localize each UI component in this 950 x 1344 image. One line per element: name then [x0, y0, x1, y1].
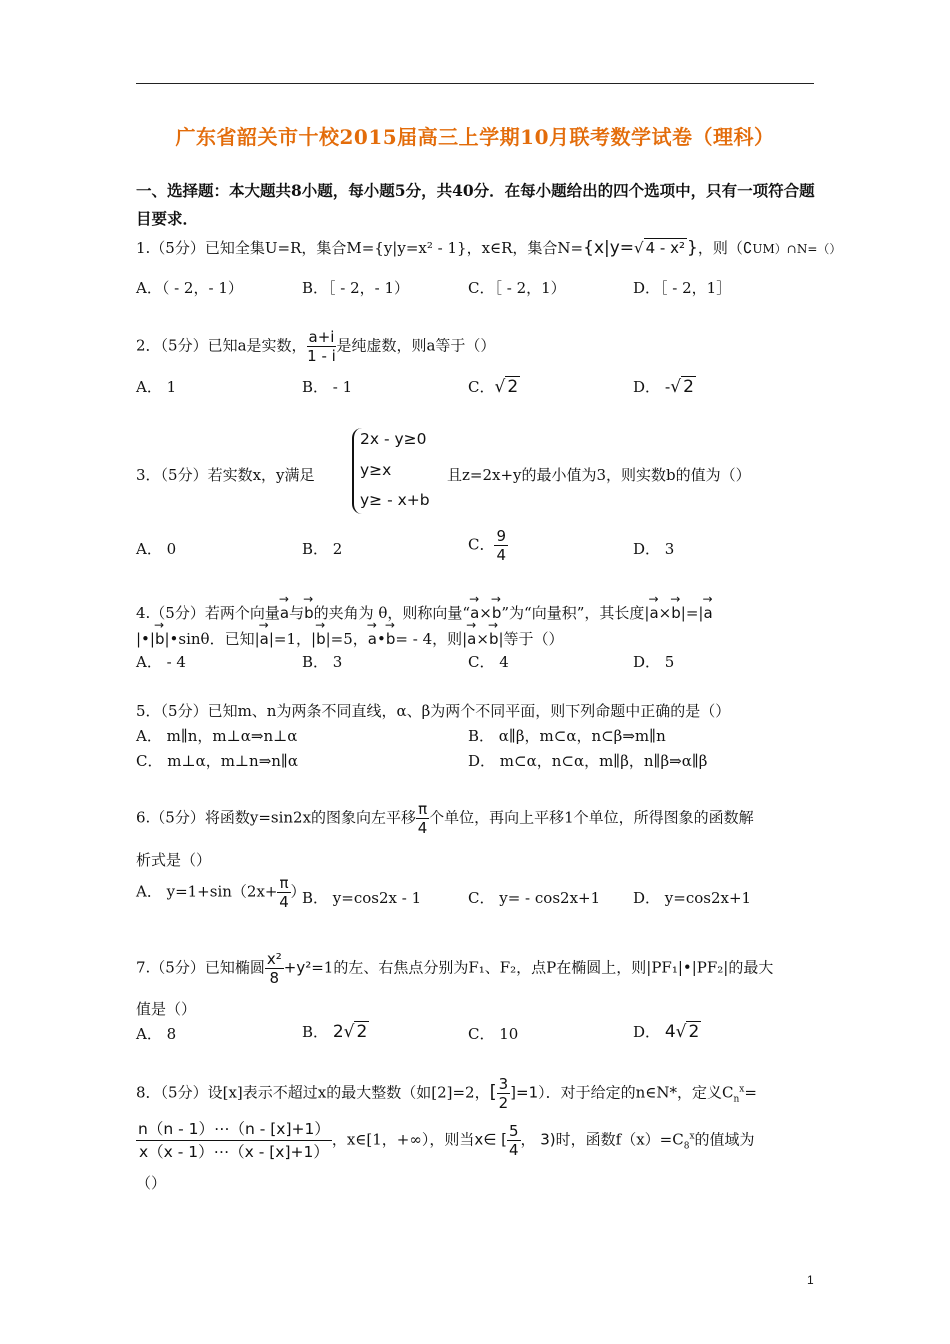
q8-text-f: 的值域为 — [694, 1130, 755, 1149]
q5-text: 5．（5分）已知m、n为两条不同直线，α、β为两个不同平面，则下列命题中正确的是（） — [136, 702, 731, 720]
q6-option-a-den: 4 — [279, 893, 289, 911]
q1-sqrt: √ 4 - x² — [634, 239, 685, 257]
q2-fraction — [307, 328, 337, 365]
q4-vec-b-7: → b — [489, 624, 499, 648]
q2-option-c — [468, 376, 520, 397]
q8-ex-open: [ — [489, 1081, 497, 1103]
q4-dot: • — [377, 630, 386, 648]
q3-system-line-1: 2x - y≥0 — [360, 430, 427, 448]
q4-vec-b-2: → b — [492, 598, 502, 622]
q4-text-1b: 与 — [289, 604, 305, 622]
q3-system-line-3: y≥ - x+b — [360, 491, 430, 509]
page-number: 1 — [807, 1273, 814, 1287]
q2-option-c-label: C． — [468, 378, 495, 396]
q6-frac-den: 4 — [417, 819, 428, 837]
q8-sub-8: 8 — [683, 1141, 690, 1152]
q2-option-b: B． - 1 — [302, 378, 353, 396]
q7-option-c: C． 10 — [468, 1025, 519, 1043]
q8-int-den: 4 — [508, 1141, 519, 1159]
q7-option-b-coef: 2 — [332, 1022, 344, 1042]
q4-vec-b: → b — [304, 598, 314, 622]
section-header: 一、选择题：本大题共8小题，每小题5分，共40分．在每小题给出的四个选项中，只有一项符合题目要求． — [136, 181, 815, 228]
q2-option-c-sqrt: √ 2 — [494, 377, 519, 397]
q7-option-d-label: D． — [633, 1023, 661, 1041]
q6-option-a-pre: A． y=1+sin（2x+ — [136, 882, 278, 901]
q3-system-line-2: y≥x — [360, 461, 392, 479]
q6-option-d: D． y=cos2x+1 — [633, 889, 752, 907]
q4-text-2h: |等于（） — [498, 630, 564, 648]
question-4-line-2 — [136, 624, 564, 649]
q4-text-2a: |•| — [136, 630, 155, 648]
q7-frac-den: 8 — [269, 969, 280, 987]
header-rule — [136, 83, 814, 84]
q4-vec-a-5: → a — [260, 624, 269, 648]
q7-frac-num: x² — [266, 950, 282, 968]
q8-sup-x-2: x — [689, 1131, 695, 1142]
q3-option-c-num: 9 — [496, 527, 507, 545]
q1-option-c: C．［ - 2，1） — [468, 279, 566, 297]
q8-int-num: 5 — [508, 1122, 519, 1140]
q2-option-d-radicand: 2 — [683, 377, 694, 397]
q4-text-2f: = - 4，则| — [395, 630, 468, 648]
q4-option-d: D． 5 — [633, 653, 675, 671]
q5-option-b: B． α∥β，m⊂α，n⊂β⇒m∥n — [468, 727, 666, 745]
question-8-line-2 — [136, 1118, 755, 1163]
q7-option-b — [302, 1021, 369, 1042]
q6-fraction — [416, 800, 429, 837]
q8-ex-den: 2 — [498, 1094, 509, 1112]
q1-radicand: 4 - x² — [645, 239, 685, 257]
question-8-line-1 — [136, 1075, 757, 1112]
q5-option-a: A． m∥n，m⊥α⇒n⊥α — [136, 727, 298, 745]
q4-vec-a: → a — [280, 598, 289, 622]
q6-option-c: C． y= - cos2x+1 — [468, 889, 601, 907]
question-2 — [136, 328, 495, 365]
q7-fraction — [265, 950, 284, 987]
q3-option-b: B． 2 — [302, 540, 343, 558]
q6-text-c: 析式是（） — [136, 851, 212, 869]
q2-frac-den: 1 - i — [307, 347, 336, 365]
q8-example-fraction — [497, 1075, 511, 1112]
q4-vec-a-2: → a — [470, 598, 479, 622]
q1-text-a: 1.（5分）已知全集U=R，集合M={y|y=x² - 1}，x∈R，集合N= — [136, 239, 584, 257]
q8-text-c: = — [744, 1083, 757, 1102]
q4-option-a: A． - 4 — [136, 653, 186, 671]
q7-option-d-coef: 4 — [664, 1022, 676, 1042]
q1-text-c: UM）∩N=（） — [752, 242, 842, 256]
q3-option-c-fraction — [494, 527, 508, 564]
q8-ex-close: ]=1 — [510, 1083, 539, 1102]
q2-option-d — [633, 376, 696, 397]
q4-times-2: × — [658, 604, 672, 622]
q5-option-d: D． m⊂α，n⊂α，m∥β，n∥β⇒α∥β — [468, 752, 708, 770]
q2-option-a: A． 1 — [136, 378, 177, 396]
q1-option-b: B．［ - 2，- 1） — [302, 279, 410, 297]
q8-interval-fraction — [507, 1122, 521, 1159]
q2-text-a: 2．（5分）已知a是实数， — [136, 336, 307, 355]
q4-option-c: C． 4 — [468, 653, 509, 671]
q3-option-c — [468, 527, 508, 564]
q1-option-a: A．（ - 2，- 1） — [136, 279, 243, 297]
q4-option-b: B． 3 — [302, 653, 343, 671]
q3-option-d: D． 3 — [633, 540, 675, 558]
q8-text-d: ，x∈[1，+∞），则当 — [331, 1130, 475, 1149]
q2-frac-num: a+i — [308, 328, 335, 346]
q4-text-2b: |•sinθ．已知| — [164, 630, 260, 648]
q2-option-d-label: D． — [633, 378, 661, 396]
q4-text-1e: ”为“向量积”，其长度| — [501, 604, 650, 622]
q4-vec-a-4: → a — [703, 598, 712, 622]
q8-text-e: 时，函数f（x）=C — [555, 1130, 684, 1149]
q8-text-a: 8．（5分）设[x]表示不超过x的最大整数（如[2]=2， — [136, 1083, 490, 1102]
q7-option-d-radicand: 2 — [688, 1022, 700, 1042]
question-1 — [136, 237, 841, 258]
q2-option-c-radicand: 2 — [507, 377, 519, 397]
q7-option-d — [633, 1021, 701, 1042]
q6-option-a-post: ） — [290, 882, 306, 901]
q6-option-a-fraction — [277, 874, 290, 911]
q7-option-b-label: B． — [302, 1023, 329, 1041]
q5-option-c: C． m⊥α，m⊥n⇒n∥α — [136, 752, 298, 770]
q3-option-c-label: C． — [468, 535, 495, 554]
q7-option-b-sqrt: √ 2 — [343, 1022, 368, 1042]
q4-text-2d: |=5， — [325, 630, 368, 648]
q3-text-a: 3．（5分）若实数x，y满足 — [136, 466, 315, 484]
q8-sup-x: x — [739, 1084, 745, 1095]
q6-option-a-num: π — [279, 874, 289, 892]
q7-text-d: 值是（） — [136, 1000, 197, 1018]
q4-text-1g: |=| — [680, 604, 704, 622]
q7-text-a: 7.（5分）已知椭圆 — [136, 958, 265, 977]
q6-option-a — [136, 874, 306, 911]
q4-vec-a-6: → a — [368, 624, 377, 648]
q8-interval-pre: x∈ [ — [474, 1130, 507, 1149]
q3-option-c-den: 4 — [496, 546, 507, 564]
q1-complement: ∁ — [742, 239, 753, 257]
q2-option-d-sqrt: √ 2 — [670, 377, 694, 397]
q2-text-b: 是纯虚数，则a等于（） — [336, 336, 496, 355]
q4-vec-a-3: → a — [649, 598, 658, 622]
q7-text-b: +y² — [283, 958, 312, 977]
q4-text-2c: |=1，| — [268, 630, 317, 648]
question-7 — [136, 950, 773, 987]
question-4-line-1 — [136, 598, 713, 623]
q4-vec-b-6: → b — [386, 624, 396, 648]
page-title: 广东省韶关市十校2015届高三上学期10月联考数学试卷（理科） — [175, 125, 775, 149]
q4-vec-b-4: → b — [155, 624, 165, 648]
q2-option-d-sign: - — [664, 378, 671, 396]
q3-text-b: 且z=2x+y的最小值为3，则实数b的值为（） — [447, 466, 751, 484]
q4-vec-a-7: → a — [467, 624, 476, 648]
q1-set-open: {x|y= — [583, 238, 635, 258]
q8-big-num: n（n - 1）⋯（n - [x]+1） — [136, 1118, 332, 1141]
q4-times-3: × — [476, 630, 489, 648]
q7-text-c: =1的左、右焦点分别为F₁、F₂，点P在椭圆上，则|PF₁|•|PF₂|的最大 — [311, 958, 774, 977]
q8-sub-n: n — [733, 1094, 740, 1105]
q4-vec-b-5: → b — [316, 624, 326, 648]
q8-big-fraction — [136, 1118, 332, 1163]
q1-text-b: ，则（ — [697, 239, 743, 257]
q4-text-1c: 的夹角为 θ，则称向量“ — [313, 604, 471, 622]
q7-option-b-radicand: 2 — [356, 1022, 368, 1042]
q8-interval-post: ， 3) — [520, 1130, 556, 1149]
q6-text-a: 6.（5分）将函数y=sin2x的图象向左平移 — [136, 808, 417, 827]
q7-option-a: A． 8 — [136, 1025, 177, 1043]
q8-ex-num: 3 — [498, 1075, 509, 1093]
q8-big-den: x（x - 1）⋯（x - [x]+1） — [138, 1143, 329, 1161]
q1-option-d: D．［ - 2，1］ — [633, 279, 732, 297]
q6-option-b: B． y=cos2x - 1 — [302, 889, 422, 907]
q6-text-b: 个单位，再向上平移1个单位，所得图象的函数解 — [429, 808, 754, 827]
question-6 — [136, 800, 754, 837]
q8-text-b: ）．对于给定的n∈N*，定义C — [538, 1083, 734, 1102]
q7-option-d-sqrt: √ 2 — [675, 1022, 700, 1042]
q4-text-1a: 4.（5分）若两个向量 — [136, 604, 280, 622]
q4-times-1: × — [479, 604, 492, 622]
q8-text-g: （） — [136, 1174, 167, 1192]
q4-vec-b-3: → b — [671, 598, 681, 622]
q6-frac-num: π — [418, 800, 428, 818]
q1-set-close: } — [687, 238, 698, 258]
q3-option-a: A． 0 — [136, 540, 177, 558]
